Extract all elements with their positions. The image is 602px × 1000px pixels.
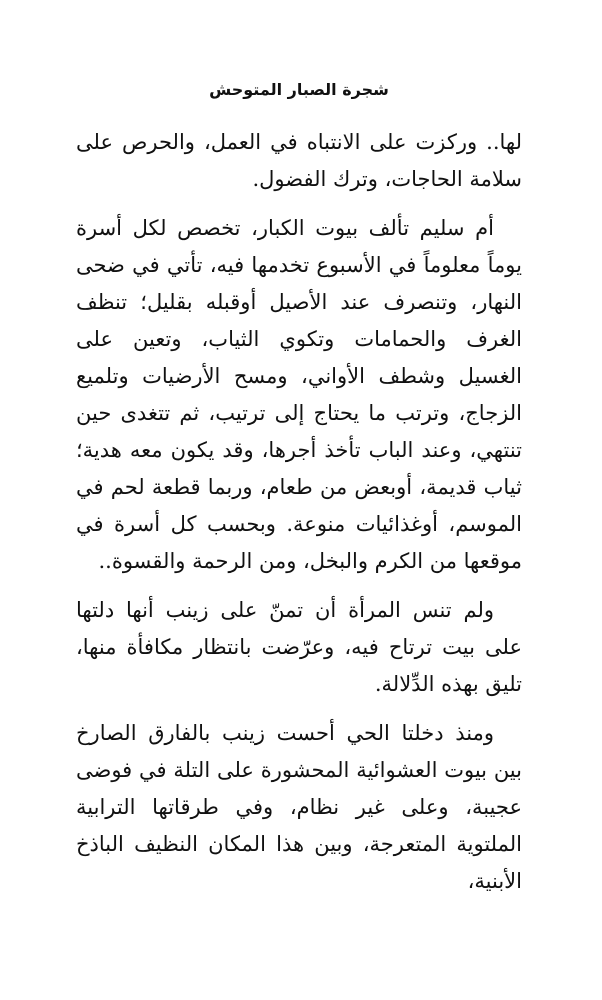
paragraph: ولم تنس المرأة أن تمنّ على زينب أنها دلتها على بيت ترتاح فيه، وعرّضت بانتظار مكافأة منها، تليق بهذه الدِّلالة. (76, 598, 522, 696)
paragraph: ومنذ دخلتا الحي أحست زينب بالفارق الصارخ بين بيوت العشوائية المحشورة على التلة في فوضى عجيبة، وعلى غير نظام، وفي طرقاتها الترابية الملتوية المتعرجة، وبين هذا المكان النظيف الباذخ الأبنية، (76, 721, 522, 893)
page-header-title: شجرة الصبار المتوحش (209, 80, 389, 99)
paragraph-continuation: لها.. وركزت على الانتباه في العمل، والحرص على سلامة الحاجات، وترك الفضول. (76, 130, 522, 191)
paragraph: أم سليم تألف بيوت الكبار، تخصص لكل أسرة يوماً معلوماً في الأسبوع تخدمها فيه، تأتي في ضحى النهار، وتنصرف عند الأصيل أوقبله بقليل؛ تنظف الغرف والحمامات وتكوي الثياب، وتعين على الغسيل وشطف الأواني، ومسح الأرضيات وتلميع الزجاج، وترتب ما يحتاج إلى ترتيب، ثم تتغدى حين تنتهي، وعند الباب تأخذ أجرها، وقد يكون معه هدية؛ ثياب قديمة، أوبعض من طعام، وربما قطعة لحم في الموسم، أوغذائيات منوعة. وبحسب كل أسرة في موقعها من الكرم والبخل، ومن الرحمة والقسوة.. (76, 216, 522, 573)
body-text (76, 124, 522, 900)
